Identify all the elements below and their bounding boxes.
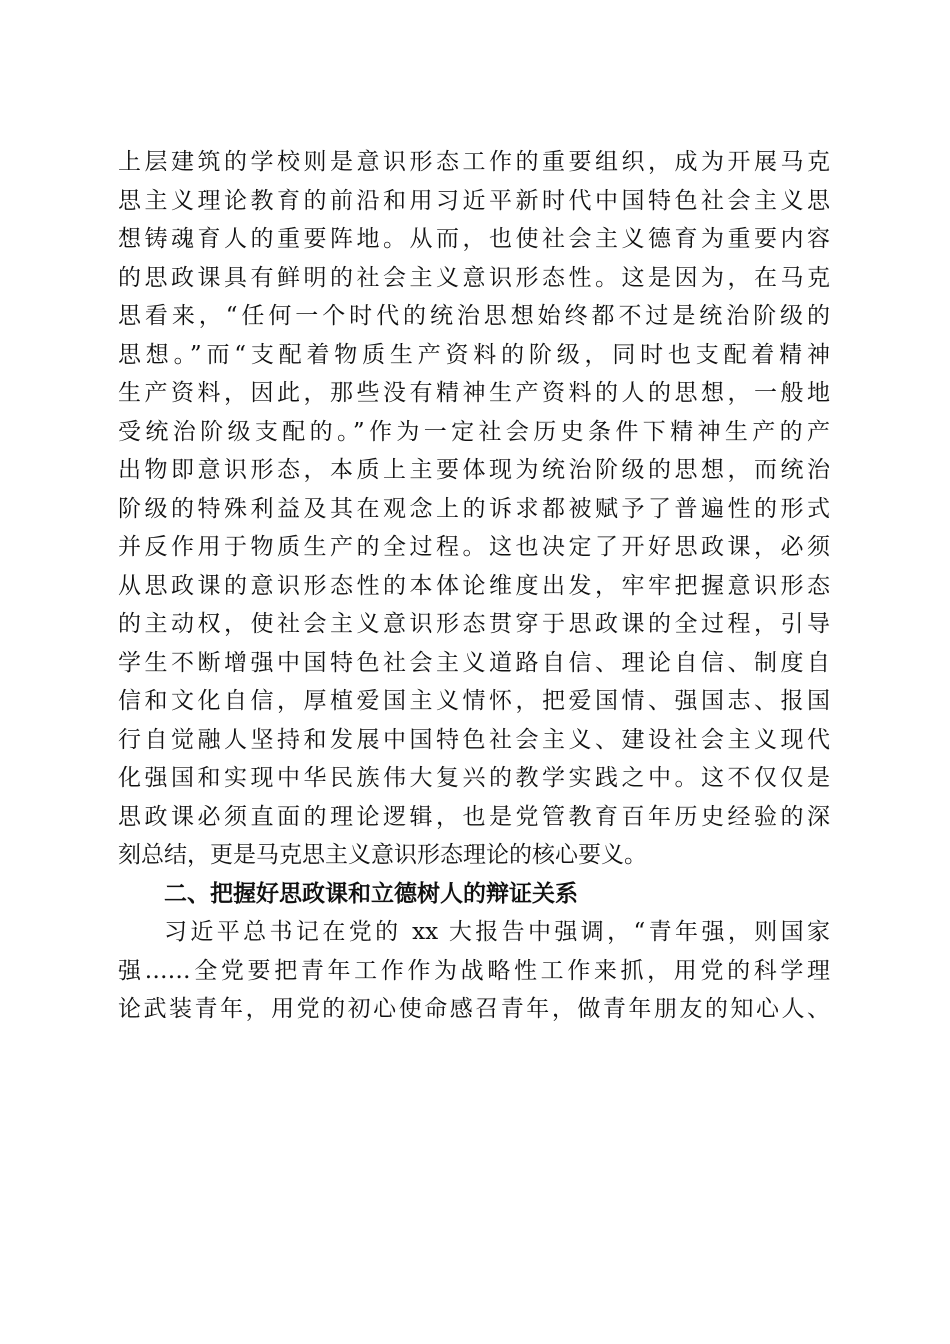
paragraph-youth — [118, 913, 830, 1029]
body-text — [118, 143, 830, 1029]
text-line: 学生不断增强中国特色社会主义道路自信、理论自信、制度自 — [118, 649, 830, 676]
text-line: 化强国和实现中华民族伟大复兴的教学实践之中。这不仅仅是 — [118, 765, 830, 791]
text-line: 出物即意识形态，本质上主要体现为统治阶级的思想，而统治 — [118, 457, 830, 483]
text-line: 思想。”而“支配着物质生产资料的阶级，同时也支配着精神 — [118, 341, 830, 368]
text-line: 阶级的特殊利益及其在观念上的诉求都被赋予了普遍性的形式 — [118, 495, 830, 522]
text-line: 强……全党要把青年工作作为战略性工作来抓，用党的科学理 — [118, 957, 830, 984]
text-line: 行自觉融人坚持和发展中国特色社会主义、建设社会主义现代 — [118, 726, 830, 753]
section-heading: 二、把握好思政课和立德树人的辩证关系 — [164, 880, 578, 907]
text-line: 信和文化自信，厚植爱国主义情怀，把爱国情、强国志、报国 — [118, 688, 830, 714]
text-line: 思主义理论教育的前沿和用习近平新时代中国特色社会主义思 — [118, 187, 830, 214]
text-line: 想铸魂育人的重要阵地。从而，也使社会主义德育为重要内容 — [118, 226, 830, 252]
text-line: 的主动权，使社会主义意识形态贯穿于思政课的全过程，引导 — [118, 611, 830, 637]
paragraph-ideology — [118, 143, 830, 875]
text-line: 习近平总书记在党的 xx 大报告中强调，“青年强，则国家 — [164, 919, 830, 945]
text-line: 的思政课具有鲜明的社会主义意识形态性。这是因为，在马克 — [118, 264, 830, 291]
text-line: 从思政课的意识形态性的本体论维度出发，牢牢把握意识形态 — [118, 572, 830, 599]
text-line: 论武装青年，用党的初心使命感召青年，做青年朋友的知心人、 — [118, 996, 830, 1022]
text-line: 思政课必须直面的理论逻辑，也是党管教育百年历史经验的深 — [118, 803, 830, 830]
text-line: 并反作用于物质生产的全过程。这也决定了开好思政课，必须 — [118, 534, 830, 560]
text-line: 刻总结，更是马克思主义意识形态理论的核心要义。 — [118, 842, 647, 868]
text-line: 思看来，“任何一个时代的统治思想始终都不过是统治阶级的 — [118, 303, 830, 329]
text-line: 受统治阶级支配的。”作为一定社会历史条件下精神生产的产 — [118, 418, 830, 445]
text-line: 生产资料，因此，那些没有精神生产资料的人的思想，一般地 — [118, 380, 830, 406]
text-line: 上层建筑的学校则是意识形态工作的重要组织，成为开展马克 — [118, 149, 830, 175]
